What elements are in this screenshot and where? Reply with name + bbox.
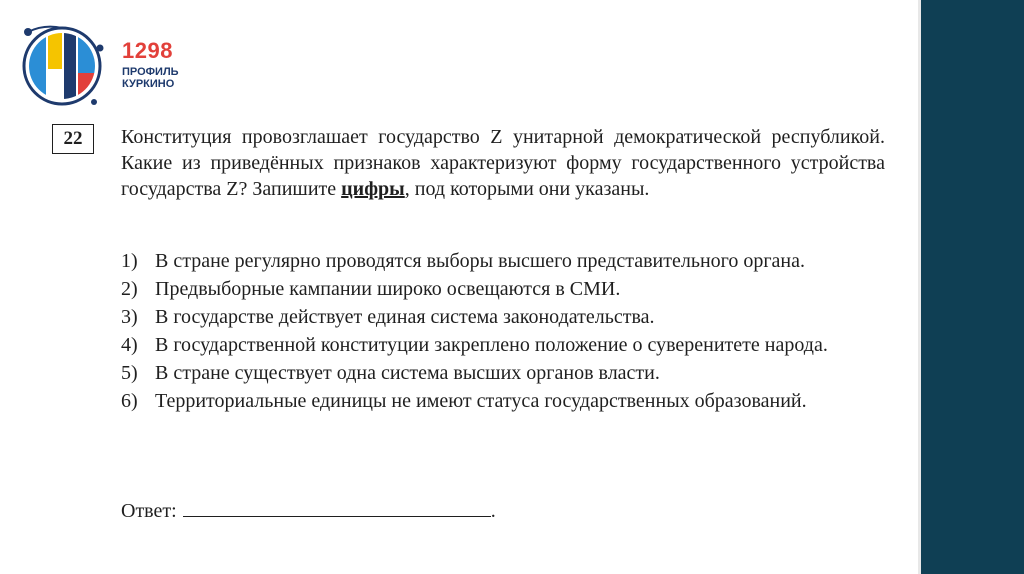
answer-end: . [490, 500, 496, 522]
logo-emblem-icon [14, 18, 124, 110]
option-number: 2) [121, 278, 138, 300]
option-number: 6) [121, 390, 138, 412]
answer-line [121, 498, 496, 524]
option-number: 3) [121, 306, 138, 328]
task-question [121, 124, 885, 202]
logo-caption-line2: КУРКИНО [122, 78, 175, 90]
option-text: Предвыборные кампании широко освещаются в СМИ. [155, 278, 621, 300]
option-5 [121, 360, 885, 386]
option-text: В государственной конституции закреплено положение о суверенитете народа. [155, 334, 828, 356]
option-number: 1) [121, 250, 138, 272]
option-text: В стране существует одна система высших органов власти. [155, 362, 660, 384]
option-number: 5) [121, 362, 138, 384]
school-logo [14, 18, 184, 110]
task-question-emphasis: цифры [341, 178, 405, 200]
logo-number: 1298 [122, 38, 173, 63]
option-6 [121, 388, 885, 414]
option-4 [121, 332, 885, 358]
answer-label: Ответ: [121, 500, 177, 522]
side-panel [921, 0, 1024, 574]
option-text: В стране регулярно проводятся выборы высшего представительного органа. [155, 250, 806, 272]
option-3 [121, 304, 885, 330]
option-text: Территориальные единицы не имеют статуса государственных образований. [155, 390, 807, 412]
task-number: 22 [52, 124, 94, 154]
logo-caption-line1: ПРОФИЛЬ [122, 66, 179, 78]
task-question-text-after: , под которыми они указаны. [404, 178, 650, 200]
task-question-text-before: Конституция провозглашает государство Z унитарной демократической республикой. Какие из приведённых признаков характеризуют форму государственного устройства государства Z? Запишите [121, 126, 885, 200]
option-2 [121, 276, 885, 302]
options-list [121, 248, 885, 416]
answer-blank[interactable] [183, 498, 491, 517]
option-1 [121, 248, 885, 274]
logo-caption [122, 66, 179, 90]
option-text: В государстве действует единая система законодательства. [155, 306, 655, 328]
option-number: 4) [121, 334, 138, 356]
